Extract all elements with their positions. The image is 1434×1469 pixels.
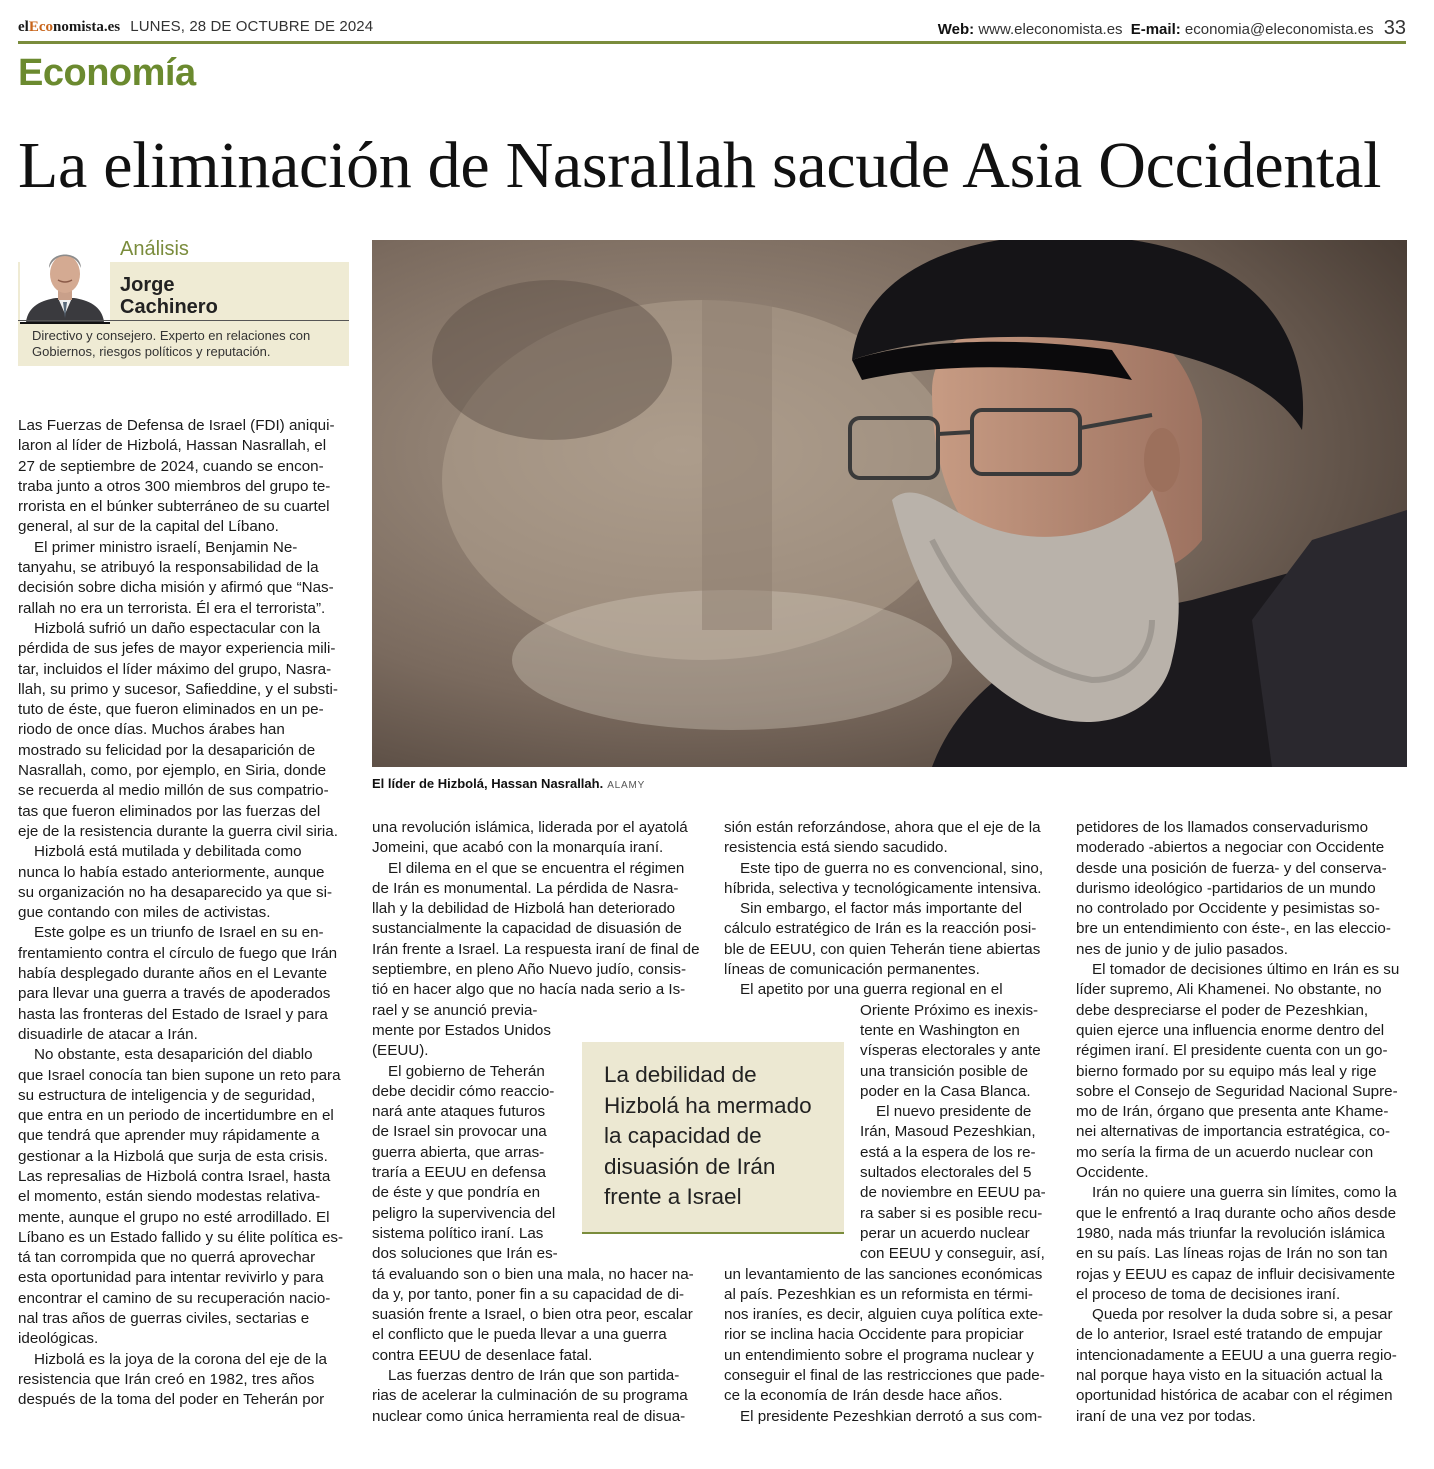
body-line: líder supremo, Ali Khamenei. No obstante, no	[1076, 981, 1382, 999]
body-line: traba junto a otros 300 miembros del grupo te-	[18, 477, 331, 495]
body-line: tente en Washington en	[860, 1021, 1020, 1039]
pullquote-line: frente a Israel	[604, 1184, 742, 1209]
body-line: mo de Irán, órgano que presenta ante Khame-	[1076, 1103, 1389, 1121]
page-number: 33	[1383, 17, 1406, 39]
article-column-4	[1076, 818, 1408, 1427]
body-line: una transición posible de	[860, 1062, 1029, 1080]
body-line: el conflicto que le pueda llevar a una guerra	[372, 1326, 667, 1344]
body-line: nará ante ataques futuros	[372, 1103, 546, 1121]
body-line: bierno formado por su equipo más leal y rige	[1076, 1062, 1377, 1080]
body-line: se recuerda al medio millón de sus compatrio-	[18, 782, 329, 800]
body-line: vísperas electorales y ante	[860, 1042, 1041, 1060]
body-line: riodo de once días. Muchos árabes han	[18, 721, 285, 739]
body-line: rrorista en el búnker subterráneo de su cuartel	[18, 498, 330, 516]
body-line: bre un entendimiento con éste-, en las eleccio-	[1076, 920, 1391, 938]
body-line: un entendimiento sobre el programa nuclear y	[724, 1346, 1034, 1364]
body-line: Este golpe es un triunfo de Israel en su en-	[34, 924, 324, 942]
body-line: mente por Estados Unidos	[372, 1021, 551, 1039]
body-line: tió en hacer algo que no hacía nada serio a Is-	[372, 981, 686, 999]
article-kicker: Análisis	[120, 238, 189, 260]
body-line: decisión sobre dicha misión y afirmó que “Nas-	[18, 579, 334, 597]
body-line: debe despreciarse el poder de Pezeshkian,	[1076, 1001, 1369, 1019]
email-label: E-mail:	[1130, 21, 1181, 38]
body-line: poder en la Casa Blanca.	[860, 1082, 1031, 1100]
body-line: quien ejerce una influencia enorme dentro del	[1076, 1021, 1385, 1039]
body-line: petidores de los llamados conservadurismo	[1076, 819, 1369, 836]
body-line: El gobierno de Teherán	[388, 1062, 545, 1080]
body-line: tá tan corrompida que no querrá aprovechar	[18, 1249, 316, 1267]
body-line: El nuevo presidente de	[876, 1103, 1032, 1121]
body-line: nes de junio y de julio pasados.	[1076, 940, 1288, 958]
body-line: sustancialmente la capacidad de disuasión de	[372, 920, 682, 938]
body-line: ce la economía de Irán desde hace años.	[724, 1387, 1003, 1405]
body-line: que le enfrentó a Iraq durante ocho años desde	[1076, 1204, 1397, 1222]
article-column-2	[372, 818, 702, 1427]
body-line: que Israel conocía tan bien supone un reto para	[18, 1066, 341, 1084]
body-line: líneas de comunicación permanentes.	[724, 961, 980, 979]
body-line: gue contando con miles de activistas.	[18, 904, 271, 922]
body-line: el proceso de toma de decisiones iraní.	[1076, 1285, 1341, 1303]
body-line: Irán no quiere una guerra sin límites, como la	[1092, 1184, 1397, 1202]
body-line: iraní de una vez por todas.	[1076, 1407, 1256, 1425]
body-line: Oriente Próximo es inexis-	[860, 1001, 1039, 1019]
pullquote-line: disuasión de Irán	[604, 1153, 776, 1179]
author-first-name: Jorge	[120, 274, 175, 296]
body-line: Nasrallah, como, por ejemplo, en Siria, donde	[18, 762, 327, 780]
body-line: contra EEUU de desenlace fatal.	[372, 1346, 593, 1364]
body-line: No obstante, esta desaparición del diablo	[34, 1046, 313, 1064]
body-line: esta oportunidad para intentar revivirlo y para	[18, 1269, 324, 1287]
body-line: rojas y EEUU es capaz de influir decisivamente	[1076, 1265, 1396, 1283]
caption-text: El líder de Hizbolá, Hassan Nasrallah.	[372, 776, 604, 791]
body-line: llah y la debilidad de Hizbolá han deteriorado	[372, 900, 676, 918]
body-line: tar, incluidos el líder máximo del grupo, Nasra-	[18, 660, 332, 678]
body-line: El presidente Pezeshkian derrotó a sus com-	[740, 1407, 1043, 1425]
body-line: pérdida de sus jefes de mayor experiencia mili-	[18, 640, 336, 658]
body-line: nal porque haya visto en la situación actual la	[1076, 1367, 1383, 1385]
body-line: Jomeini, que acabó con la monarquía iraní.	[372, 839, 664, 857]
body-line: debe decidir cómo reaccio-	[372, 1082, 555, 1100]
body-line: Las Fuerzas de Defensa de Israel (FDI) aniqui-	[18, 417, 335, 434]
body-line: perar un acuerdo nuclear	[860, 1224, 1030, 1242]
body-line: nal tras años de guerras civiles, sectarias e	[18, 1310, 310, 1328]
author-name	[120, 274, 218, 318]
body-line: Hizbolá está mutilada y debilitada como	[34, 843, 302, 861]
body-line: Hizbolá es la joya de la corona del eje de la	[34, 1350, 327, 1368]
body-line: una revolución islámica, liderada por el ayatolá	[372, 819, 688, 836]
body-line: en su país. Las líneas rojas de Irán no son tan	[1076, 1245, 1388, 1263]
body-line: que tendrá que aprender muy rápidamente a	[18, 1127, 320, 1145]
body-line: oportunidad histórica de acabar con el régimen	[1076, 1387, 1393, 1405]
body-line: guerra abierta, que arras-	[372, 1143, 545, 1161]
body-line: el momento, están siendo modestas relativa-	[18, 1188, 321, 1206]
body-line: había desplegado durante años en el Levante	[18, 965, 328, 983]
body-line: tanyahu, se atribuyó la responsabilidad de la	[18, 559, 319, 577]
body-line: dos soluciones que Irán es-	[372, 1245, 558, 1263]
author-last-name: Cachinero	[120, 296, 218, 318]
body-line: régimen iraní. El presidente cuenta con un go-	[1076, 1042, 1388, 1060]
body-line: mente, aunque el grupo no esté arrodillado. El	[18, 1208, 330, 1226]
masthead-logo[interactable]: elEconomista.es	[18, 19, 121, 35]
body-line: Líbano es un Estado fallido y su élite política es-	[18, 1228, 344, 1246]
article-column-1	[18, 416, 352, 1411]
body-line: cálculo estratégico de Irán es la reacción posi-	[724, 920, 1037, 938]
body-line: El tomador de decisiones último en Irán es su	[1092, 961, 1400, 979]
body-line: El dilema en el que se encuentra el régimen	[388, 859, 685, 877]
body-line: traría a EEUU en defensa	[372, 1164, 546, 1182]
body-line: desde una posición de fuerza- y del conserva-	[1076, 859, 1387, 877]
body-line: que entra en un periodo de incertidumbre en el	[18, 1107, 334, 1125]
body-line: Las fuerzas dentro de Irán que son partida-	[388, 1367, 680, 1385]
body-line: de éste y que pondría en	[372, 1184, 541, 1202]
header-right	[938, 17, 1406, 40]
body-line: Las represalias de Hizbolá contra Israel, hasta	[18, 1167, 331, 1185]
issue-date: LUNES, 28 DE OCTUBRE DE 2024	[130, 18, 374, 35]
body-line: no controlado por Occidente y pesimistas so-	[1076, 900, 1380, 918]
body-line: El apetito por una guerra regional en el	[740, 981, 1003, 999]
body-line: nuclear como única herramienta real de disua-	[372, 1407, 686, 1425]
body-line: para llevar una guerra a través de apoderados	[18, 985, 331, 1003]
body-line: frentamiento contra el círculo de fuego que Irán	[18, 944, 338, 962]
body-line: hasta las fronteras del Estado de Israel y para	[18, 1005, 328, 1023]
email-link[interactable]: economia@eleconomista.es	[1184, 21, 1374, 38]
body-line: mo sería la firma de un acuerdo nuclear con	[1076, 1143, 1374, 1161]
body-line: de Israel sin provocar una	[372, 1123, 547, 1141]
body-line: está a la espera de los re-	[860, 1143, 1036, 1161]
body-line: sultados electorales del 5	[860, 1164, 1032, 1182]
body-line: ideológicas.	[18, 1330, 99, 1348]
body-line: tá evaluando son o bien una mala, no hacer na-	[372, 1265, 694, 1283]
body-line: rael y se anunció previa-	[372, 1001, 538, 1019]
body-line: ra saber si es posible recu-	[860, 1204, 1043, 1222]
body-line: con EEUU y conseguir, así,	[860, 1245, 1045, 1263]
web-link[interactable]: www.eleconomista.es	[978, 21, 1123, 38]
body-line: resistencia que Irán creó en 1982, tres años	[18, 1370, 315, 1388]
body-line: de Irán es monumental. La pérdida de Nasra-	[372, 879, 679, 897]
body-line: sobre el Consejo de Seguridad Nacional Supre-	[1076, 1082, 1398, 1100]
headline: La eliminación de Nasrallah sacude Asia Occidental	[18, 129, 1382, 202]
body-line: disuadirle de atacar a Irán.	[18, 1025, 198, 1043]
body-line: nos iraníes, es decir, alguien cuya política exte-	[724, 1306, 1044, 1324]
body-line: intencionadamente a EEUU a una guerra regio-	[1076, 1346, 1397, 1364]
body-line: encontrar el camino de su recuperación nacio-	[18, 1289, 331, 1307]
body-line: híbrida, selectiva y tecnológicamente intensiva.	[724, 879, 1042, 897]
body-line: da y, por tanto, poner fin a su capacidad de di-	[372, 1285, 685, 1303]
body-line: Este tipo de guerra no es convencional, sino,	[740, 859, 1044, 877]
body-line: El primer ministro israelí, Benjamin Ne-	[34, 538, 298, 556]
body-line: Queda por resolver la duda sobre si, a pesar	[1092, 1306, 1393, 1324]
body-line: nunca lo había estado anteriormente, aunque	[18, 863, 325, 881]
header-left	[18, 18, 373, 36]
body-line: sistema político iraní. Las	[372, 1224, 544, 1242]
body-line: (EEUU).	[372, 1042, 429, 1060]
body-line: llah, su primo y sucesor, Safieddine, y el substi-	[18, 680, 338, 698]
body-line: 1980, nada más triunfar la revolución islámica	[1076, 1224, 1385, 1242]
body-line: ble de EEUU, con quien Teherán tiene abiertas	[724, 940, 1041, 958]
body-line: de lo anterior, Israel esté tratando de empujar	[1076, 1326, 1383, 1344]
body-line: Irán, Masoud Pezeshkian,	[860, 1123, 1036, 1141]
body-line: tas que fueron eliminados por las fuerzas del	[18, 802, 321, 820]
body-line: 27 de septiembre de 2024, cuando se encon-	[18, 457, 324, 475]
body-line: septiembre, en pleno Año Nuevo judío, consis-	[372, 961, 687, 979]
body-line: nei alternativas de importancia estratégica, co-	[1076, 1123, 1391, 1141]
body-line: conseguir el final de las restricciones que pade-	[724, 1367, 1045, 1385]
body-line: de noviembre en EEUU pa-	[860, 1184, 1046, 1202]
web-label: Web:	[937, 21, 975, 38]
body-line: mostrado su felicidad por la desaparición de	[18, 741, 316, 759]
body-line: sión están reforzándose, ahora que el eje de la	[724, 819, 1041, 836]
body-line: moderado -abiertos a negociar con Occidente	[1076, 839, 1385, 857]
body-line: gestionar a la Hizbolá que surja de esta crisis.	[18, 1147, 328, 1165]
body-line: suasión frente a Israel, o bien otra peor, escalar	[372, 1306, 693, 1324]
body-line: eje de la resistencia durante la guerra civil siria.	[18, 822, 338, 840]
body-line: laron al líder de Hizbolá, Hassan Nasrallah, el	[18, 437, 327, 455]
body-line: su organización no ha desaparecido ya que si-	[18, 883, 333, 901]
body-line: su estructura de inteligencia y de seguridad,	[18, 1086, 316, 1104]
article-column-3	[724, 818, 1054, 1427]
photo-credit: ALAMY	[607, 780, 646, 791]
body-line: rias de acelerar la culminación de su programa	[372, 1387, 688, 1405]
body-line: Occidente.	[1076, 1164, 1149, 1182]
author-divider	[18, 320, 349, 321]
photo-caption	[372, 776, 645, 791]
body-line: durismo ideológico -partidarios de un mundo	[1076, 879, 1376, 897]
body-line: rallah no era un terrorista. Él era el terrorista”.	[18, 599, 326, 617]
body-line: general, al sur de la capital del Líbano.	[18, 518, 279, 536]
author-avatar	[20, 244, 110, 324]
body-line: Hizbolá sufrió un daño espectacular con la	[34, 619, 321, 637]
body-line: un levantamiento de las sanciones económicas	[724, 1265, 1043, 1283]
header-rule	[18, 41, 1406, 44]
pullquote-line: Hizbolá ha mermado	[604, 1092, 812, 1118]
body-line: Sin embargo, el factor más importante del	[740, 900, 1022, 918]
body-line: después de la toma del poder en Teherán por	[18, 1391, 325, 1409]
pullquote-line: la capacidad de	[604, 1123, 762, 1148]
body-line: resistencia está siendo sacudido.	[724, 839, 948, 857]
body-line: Irán frente a Israel. La respuesta iraní de final de	[372, 940, 700, 958]
body-line: tuto de éste, que fueron eliminados en un pe-	[18, 701, 324, 719]
body-line: al país. Pezeshkian es un reformista en térmi-	[724, 1285, 1033, 1303]
body-line: peligro la supervivencia del	[372, 1204, 556, 1222]
body-line: rior se inclina hacia Occidente para propiciar	[724, 1326, 1024, 1344]
section-title: Economía	[18, 52, 196, 94]
author-description: Directivo y consejero. Experto en relaciones con Gobiernos, riesgos políticos y reputación.	[32, 328, 311, 359]
article-photo	[372, 240, 1407, 767]
pullquote-line: La debilidad de	[604, 1062, 757, 1087]
